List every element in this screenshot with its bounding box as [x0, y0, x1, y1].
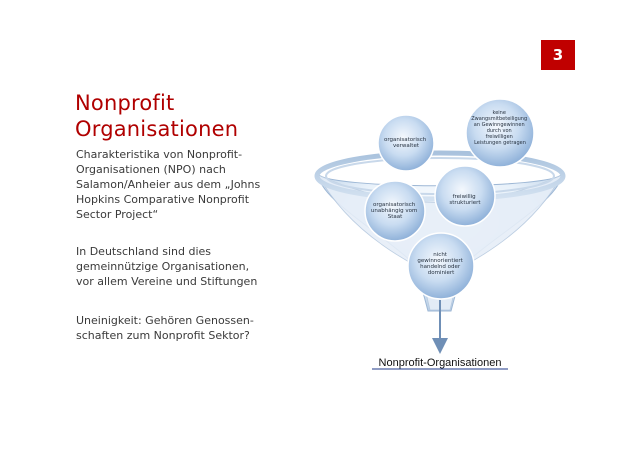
title-line-2: Organisationen: [75, 117, 239, 141]
circle-text: an Gewinngewinnen: [473, 122, 525, 128]
text-line: gemeinnützige Organisationen,: [76, 260, 250, 273]
circle-freiwillig-strukturiert: [435, 166, 495, 226]
circle-keine-gewinnausschuettung: [466, 99, 534, 167]
text-line: Uneinigkeit: Gehören Genossen-: [76, 314, 254, 327]
circle-organisatorisch-verwaltet: [378, 115, 434, 171]
circle-text: Leistungen getragen: [474, 140, 526, 146]
slide-number-badge: 3: [541, 40, 575, 70]
text-line: In Deutschland sind dies: [76, 245, 212, 258]
text-line: Sector Project“: [76, 208, 159, 221]
circle-text: handelnd oder: [420, 264, 461, 270]
circle-text: strukturiert: [449, 200, 481, 206]
title-line-1: Nonprofit: [75, 91, 175, 115]
text-line: schaften zum Nonprofit Sektor?: [76, 329, 250, 342]
circle-text: gewinnorientiert: [417, 258, 463, 264]
text-line: Salamon/Anheier aus dem „Johns: [76, 178, 261, 191]
text-line: vor allem Vereine und Stiftungen: [76, 275, 258, 288]
circle-nicht-gewinnorientiert: [408, 233, 474, 299]
circle-text: nicht: [433, 252, 447, 258]
circle-text: freiwilligen: [485, 134, 513, 140]
circle-text: organisatorisch: [383, 137, 427, 143]
text-line: Organisationen (NPO) nach: [76, 163, 226, 176]
circle-text: unabhängig vom: [370, 208, 418, 214]
circle-text: Zwangsmitbeteiligung: [471, 116, 528, 122]
svg-text:freiwillig strukturiert: [449, 194, 481, 206]
circle-text: keine: [492, 110, 506, 116]
text-line: Charakteristika von Nonprofit-: [76, 148, 243, 161]
circle-unabhaengig-vom-staat: [365, 181, 425, 241]
circle-text: Staat: [387, 214, 403, 220]
diagram-caption: Nonprofit-Organisationen: [378, 357, 502, 369]
circle-text: durch von: [486, 128, 512, 134]
circle-text: dominiert: [427, 270, 455, 276]
text-line: Hopkins Comparative Nonprofit: [76, 193, 250, 206]
circle-text: verwaltet: [393, 143, 419, 149]
circle-text: freiwillig: [452, 194, 476, 200]
circle-text: organisatorisch: [372, 202, 416, 208]
